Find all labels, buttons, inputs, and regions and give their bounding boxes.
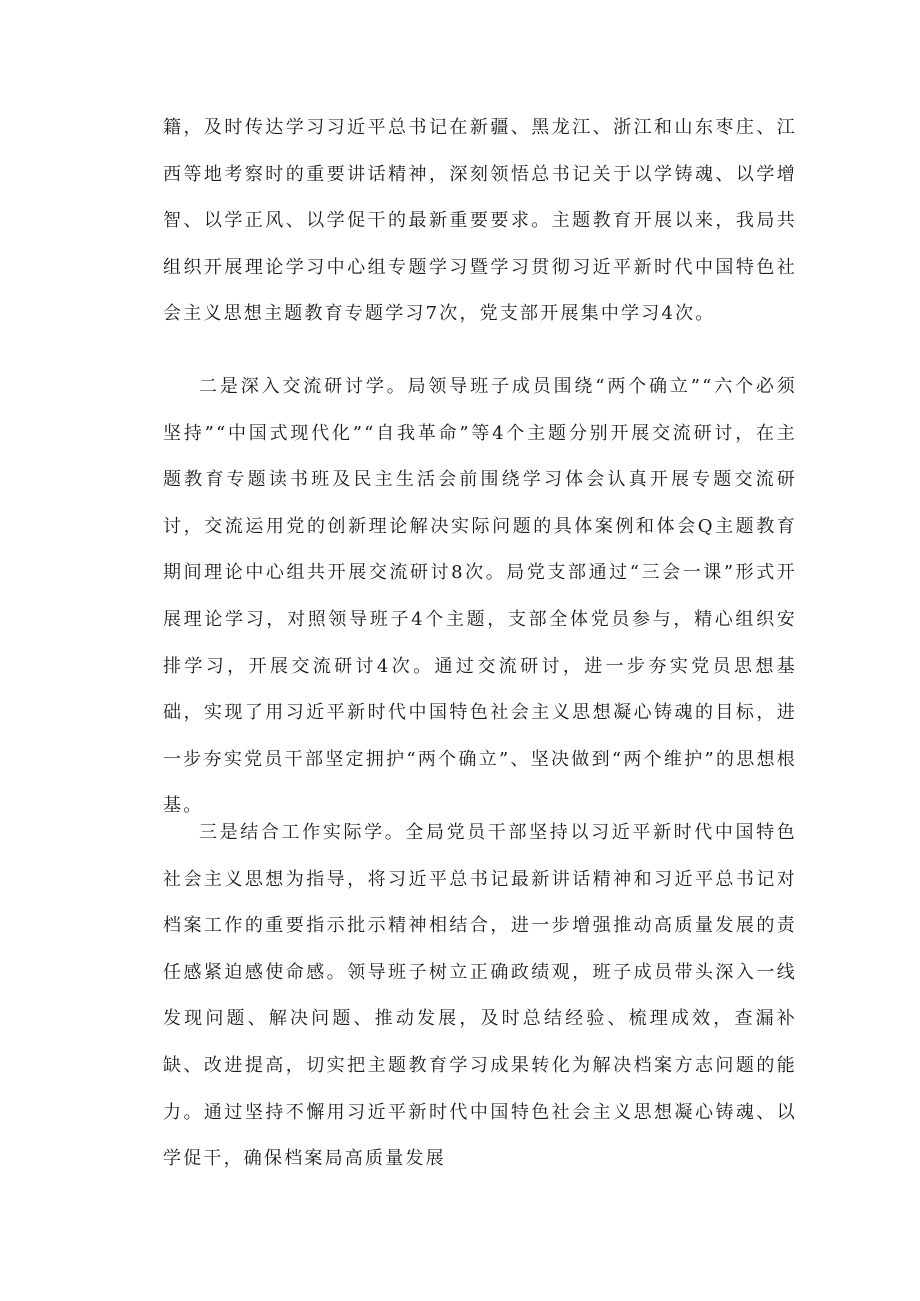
paragraph-study-continuation: 籍，及时传达学习习近平总书记在新疆、黑龙江、浙江和山东枣庄、江西等地考察时的重要讲话精神，深刻领悟总书记关于以学铸魂、以学增智、以学正风、以学促干的最新重要要求。主题教育开展以来，我局共组织开展理论学习中心组专题学习暨学习贯彻习近平新时代中国特色社会主义思想主题教育专题学习7次，党支部开展集中学习4次。 [163,117,797,325]
paragraph-exchange-discussion: 二是深入交流研讨学。局领导班子成员围绕“两个确立”“六个必须坚持”“中国式现代化”“自我革命”等4个主题分别开展交流研讨，在主题教育专题读书班及民主生活会前围绕学习体会认真开展专题交流研讨，交流运用党的创新理论解决实际问题的具体案例和体会Q主题教育期间理论中心组共开展交流研讨8次。局党支部通过“三会一课”形式开展理论学习，对照领导班子4个主题，支部全体党员参与，精心组织安排学习，开展交流研讨4次。通过交流研讨，进一步夯实党员思想基础，实现了用习近平新时代中国特色社会主义思想凝心铸魂的目标，进一步夯实党员干部坚定拥护“两个确立”、坚决做到“两个维护”的思想根基。 [163,376,797,817]
paragraph-work-practice: 三是结合工作实际学。全局党员干部坚持以习近平新时代中国特色社会主义思想为指导，将习近平总书记最新讲话精神和习近平总书记对档案工作的重要指示批示精神相结合，进一步增强推动高质量发展的责任感紧迫感使命感。领导班子树立正确政绩观，班子成员带头深入一线发现问题、解决问题、推动发展，及时总结经验、梳理成效，查漏补缺、改进提高，切实把主题教育学习成果转化为解决档案方志问题的能力。通过坚持不懈用习近平新时代中国特色社会主义思想凝心铸魂、以学促干，确保档案局高质量发展 [163,822,797,1170]
